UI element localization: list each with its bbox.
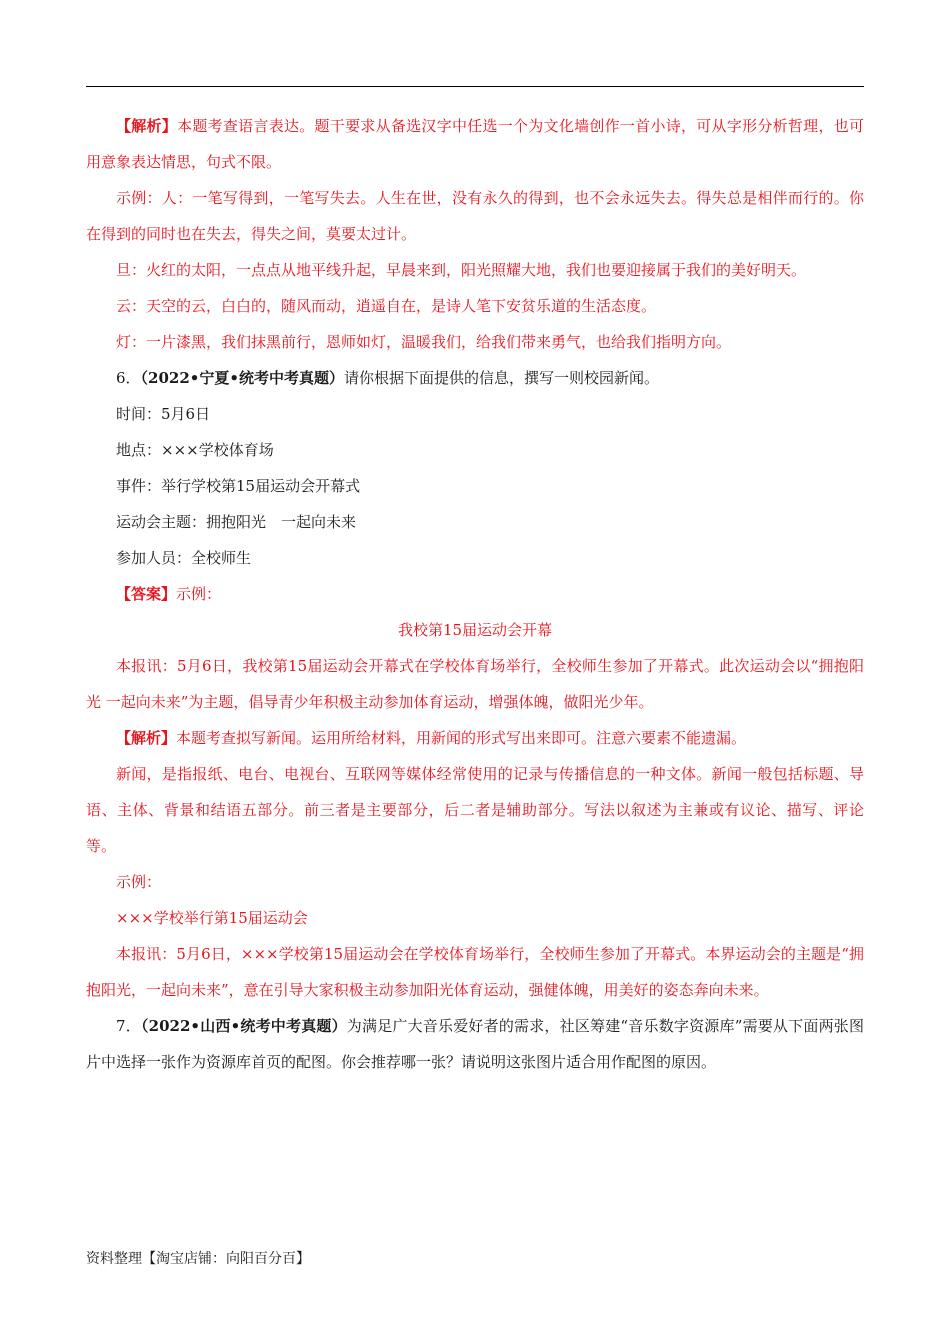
question-6: 6．（2022•宁夏•统考中考真题）请你根据下面提供的信息，撰写一则校园新闻。 (116, 369, 659, 387)
analysis-paragraph: 【解析】本题考查语言表达。题干要求从备选汉字中任选一个为文化墙创作一首小诗，可从字形分析哲理，也可用意象表达情思，句式不限。 (86, 117, 864, 171)
info-event: 事件：举行学校第15届运动会开幕式 (116, 477, 361, 495)
example-dan: 旦：火红的太阳，一点点从地平线升起，早晨来到，阳光照耀大地，我们也要迎接属于我们的美好明天。 (116, 261, 807, 279)
answer-paragraph: 【答案】示例： (116, 585, 222, 603)
example-deng: 灯：一片漆黑，我们抹黑前行，恩师如灯，温暖我们，给我们带来勇气，也给我们指明方向。 (116, 333, 732, 351)
example-yun: 云：天空的云，白白的，随风而动，逍遥自在，是诗人笔下安贫乐道的生活态度。 (116, 297, 657, 315)
news-body: 本报讯：5月6日，我校第15届运动会开幕式在学校体育场举行，全校师生参加了开幕式。此次运动会以“拥抱阳光 一起向未来”为主题，倡导青少年积极主动参加体育运动，增强体魄，做阳光少年。 (86, 657, 864, 711)
info-place: 地点：×××学校体育场 (116, 441, 274, 459)
header-rule (86, 86, 864, 87)
document-body (86, 108, 864, 1080)
example-body: 本报讯：5月6日，×××学校第15届运动会在学校体育场举行，全校师生参加了开幕式。本界运动会的主题是“拥抱阳光，一起向未来”，意在引导大家积极主动参加阳光体育运动，强健体魄，用美好的姿态奔向未来。 (86, 945, 864, 999)
question-7-source: （2022•山西•统考中考真题） (140, 1017, 347, 1035)
analysis-paragraph-2: 【解析】本题考查拟写新闻。运用所给材料，用新闻的形式写出来即可。注意六要素不能遗漏。 (116, 729, 747, 747)
example-headline: ×××学校举行第15届运动会 (116, 909, 308, 927)
example-ren: 示例：人：一笔写得到，一笔写失去。人生在世，没有永久的得到，也不会永远失去。得失总是相伴而行的。你在得到的同时也在失去，得失之间，莫要太过计。 (86, 189, 864, 243)
news-definition: 新闻，是指报纸、电台、电视台、互联网等媒体经常使用的记录与传播信息的一种文体。新闻一般包括标题、导语、主体、背景和结语五部分。前三者是主要部分，后二者是辅助部分。写法以叙述为主兼或有议论、描写、评论等。 (86, 765, 864, 855)
analysis-tag: 【解析】 (116, 117, 178, 135)
analysis-tag-2: 【解析】 (116, 729, 177, 747)
question-6-source: （2022•宁夏•统考中考真题） (140, 369, 344, 387)
question-7: 7．（2022•山西•统考中考真题）为满足广大音乐爱好者的需求，社区筹建“音乐数字资源库”需要从下面两张图片中选择一张作为资源库首页的配图。你会推荐哪一张？请说明这张图片适合用作配图的原因。 (86, 1017, 864, 1071)
example-label: 示例： (116, 873, 162, 891)
info-theme: 运动会主题：拥抱阳光 一起向未来 (116, 513, 357, 531)
answer-tag: 【答案】 (116, 585, 177, 603)
info-time: 时间：5月6日 (116, 405, 211, 423)
info-participants: 参加人员：全校师生 (116, 549, 252, 567)
page-footer: 资料整理【淘宝店铺：向阳百分百】 (86, 1251, 310, 1267)
news-headline: 我校第15届运动会开幕 (397, 621, 553, 639)
